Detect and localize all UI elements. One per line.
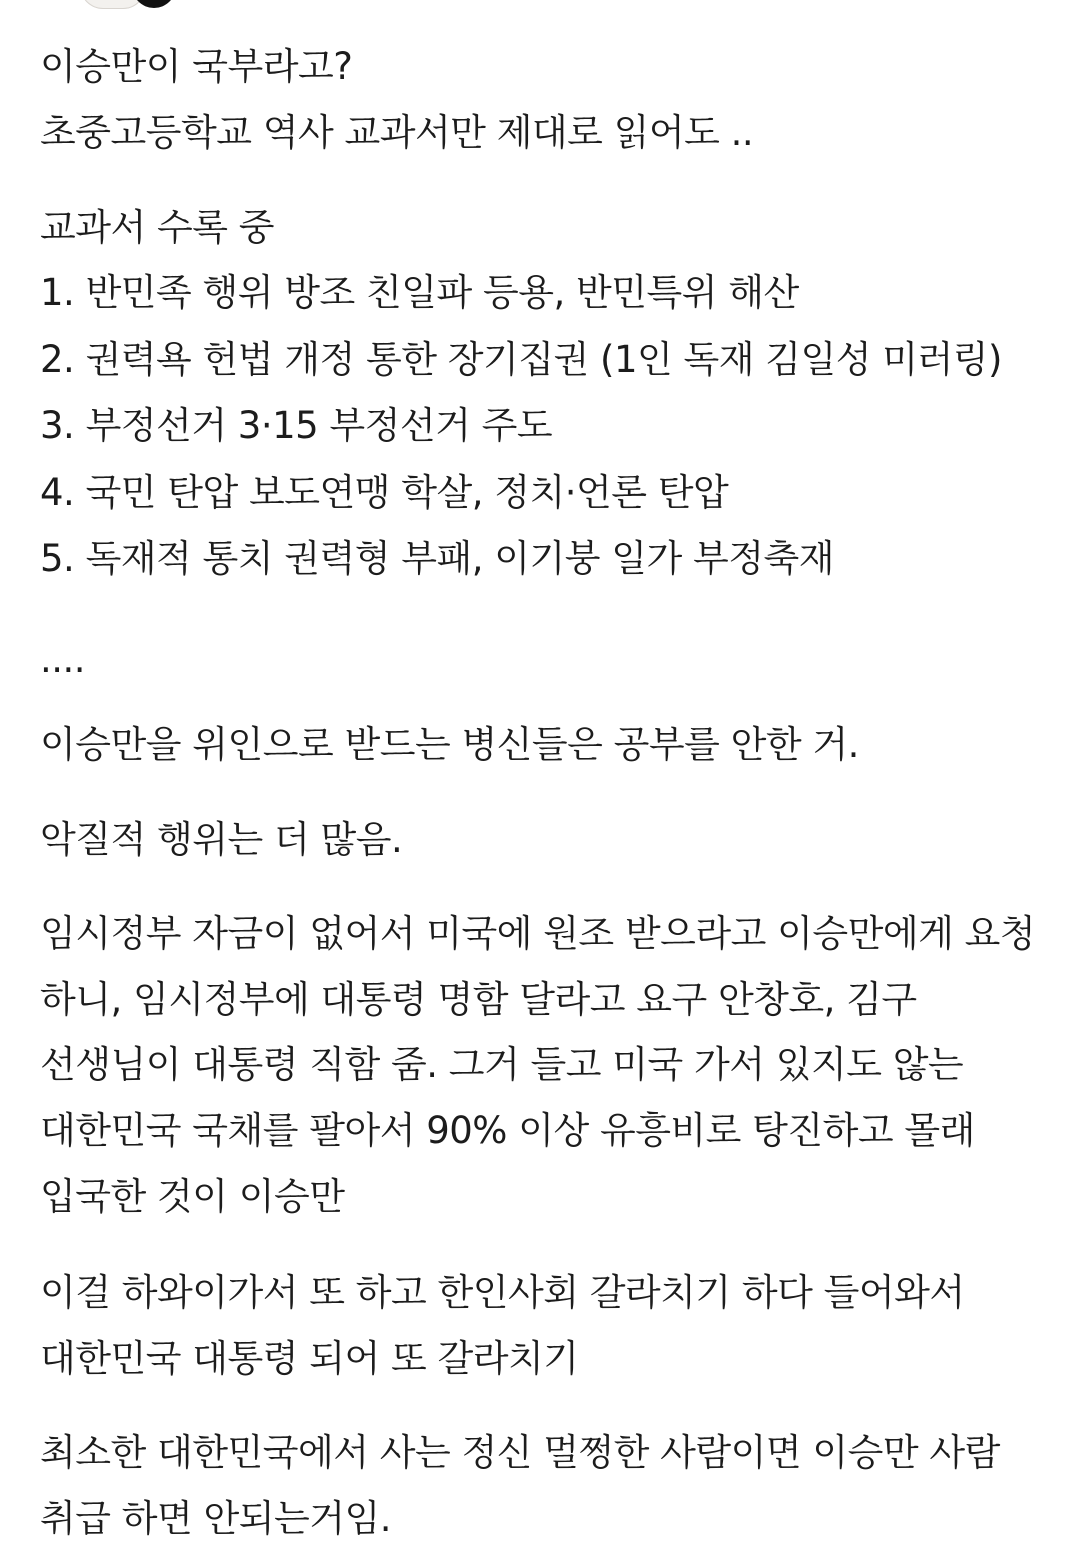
post-text-line: 3. 부정선거 3·15 부정선거 주도 bbox=[40, 404, 553, 447]
post-text-line: 하니, 임시정부에 대통령 명함 달라고 요구 안창호, 김구 bbox=[40, 978, 917, 1021]
post-text-line: 대한민국 대통령 되어 또 갈라치기 bbox=[40, 1337, 579, 1380]
post-text-line: 최소한 대한민국에서 사는 정신 멀쩡한 사람이면 이승만 사람 bbox=[40, 1431, 1000, 1474]
post-text-line: 초중고등학교 역사 교과서만 제대로 읽어도 .. bbox=[40, 111, 754, 154]
post-text-line: .... bbox=[40, 638, 86, 681]
post-text-line: 대한민국 국채를 팔아서 90% 이상 유흥비로 탕진하고 몰래 bbox=[40, 1109, 975, 1152]
post-text-line: 교과서 수록 중 bbox=[40, 206, 274, 249]
post-text-line: 4. 국민 탄압 보도연맹 학살, 정치·언론 탄압 bbox=[40, 471, 729, 514]
post-text-line: 5. 독재적 통치 권력형 부패, 이기붕 일가 부정축재 bbox=[40, 537, 834, 580]
post-text-line: 선생님이 대통령 직함 줌. 그거 들고 미국 가서 있지도 않는 bbox=[40, 1043, 964, 1086]
post-text-line: 취급 하면 안되는거임. bbox=[40, 1497, 391, 1540]
author-avatars[interactable] bbox=[80, 0, 200, 10]
post-text-line: 임시정부 자금이 없어서 미국에 원조 받으라고 이승만에게 요청 bbox=[40, 912, 1036, 955]
post-text-line: 이승만을 위인으로 받드는 병신들은 공부를 안한 거. bbox=[40, 723, 859, 766]
post-text-line: 악질적 행위는 더 많음. bbox=[40, 818, 403, 861]
post-text-line: 입국한 것이 이승만 bbox=[40, 1175, 345, 1218]
post-text-line: 이승만이 국부라고? bbox=[40, 45, 353, 88]
avatar[interactable] bbox=[80, 0, 146, 9]
post-text-line: 이걸 하와이가서 또 하고 한인사회 갈라치기 하다 들어와서 bbox=[40, 1271, 965, 1314]
avatar-badge[interactable] bbox=[132, 0, 176, 8]
post-text-line: 2. 권력욕 헌법 개정 통한 장기집권 (1인 독재 김일성 미러링) bbox=[40, 338, 1002, 381]
post-text-line: 1. 반민족 행위 방조 친일파 등용, 반민특위 해산 bbox=[40, 271, 799, 314]
